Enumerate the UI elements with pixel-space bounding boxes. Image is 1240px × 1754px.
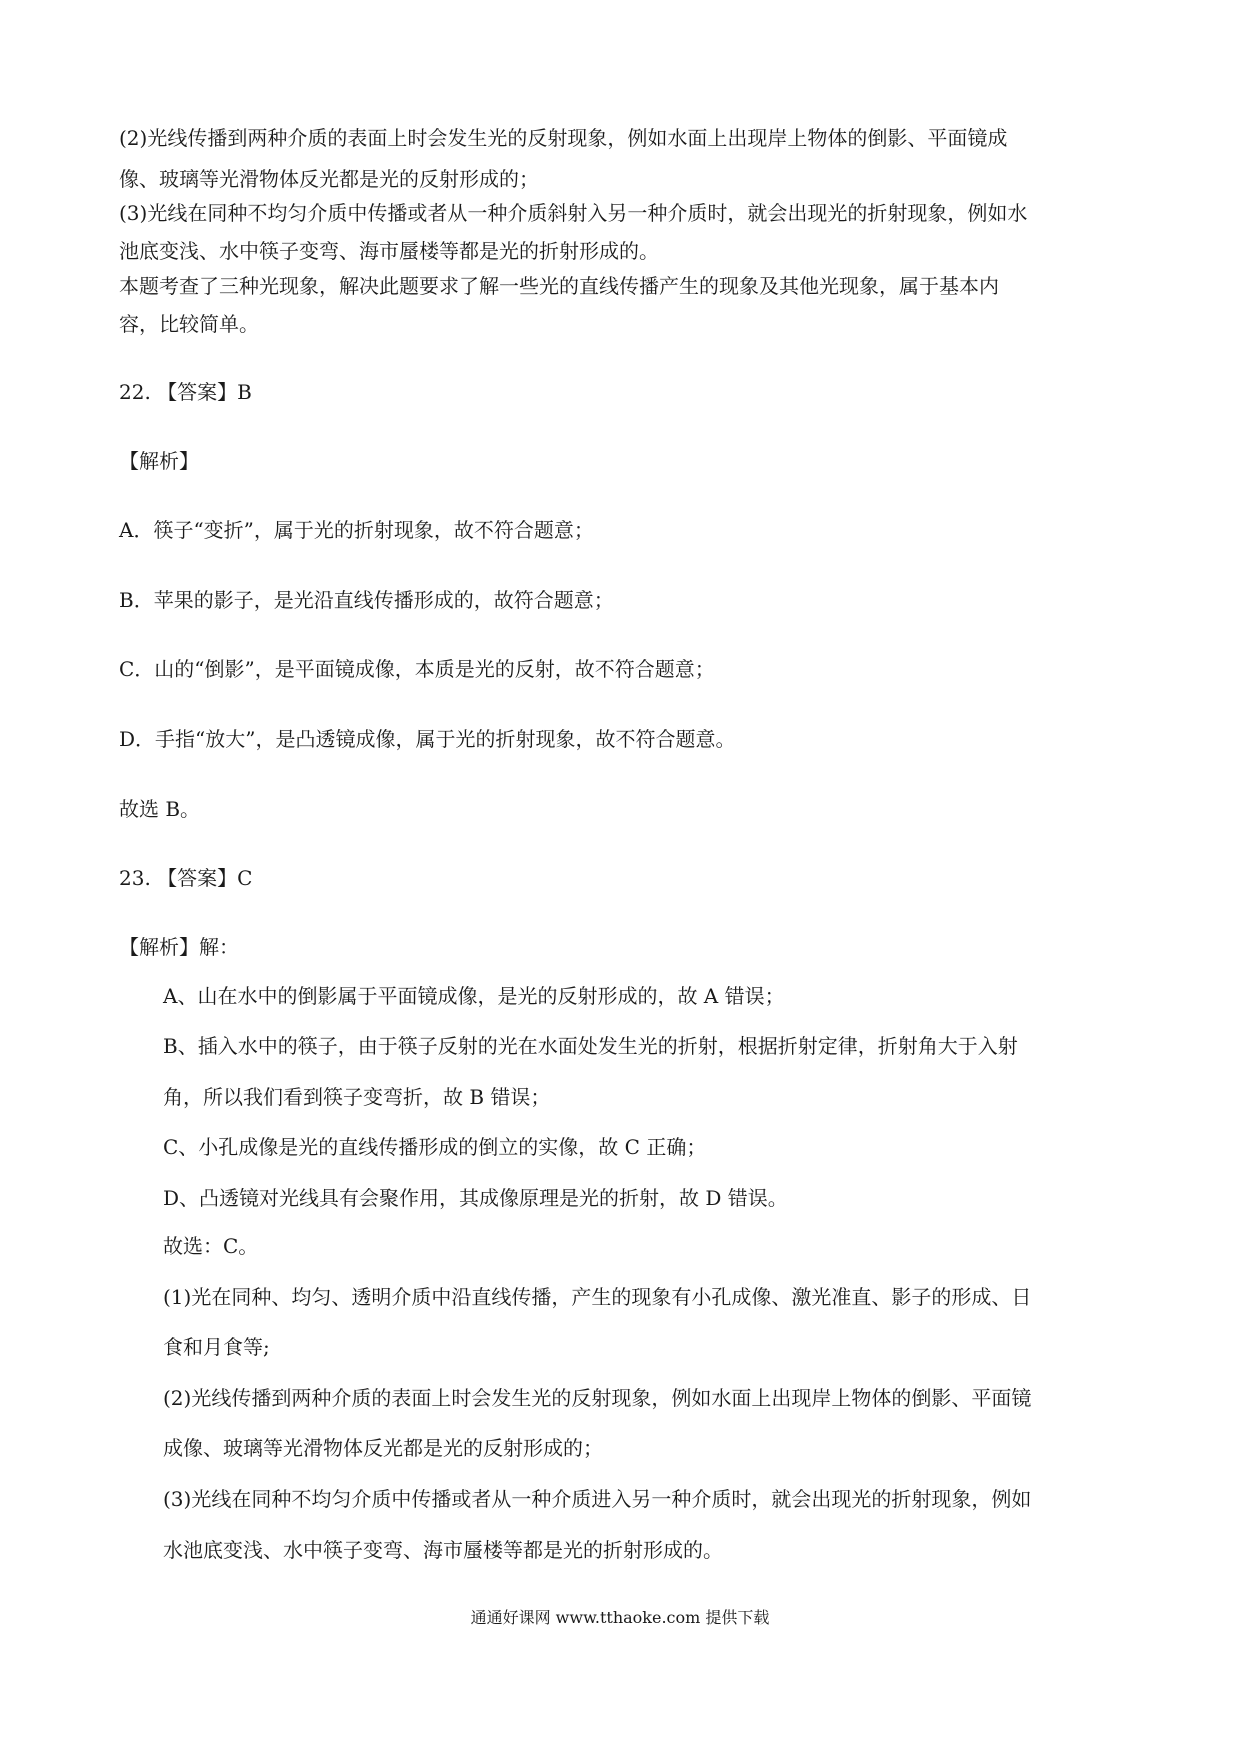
text-line: (3)光线在同种不均匀介质中传播或者从一种介质进入另一种介质时，就会出现光的折射现象，例如 (163, 1487, 1032, 1511)
text-line: A、山在水中的倒影属于平面镜成像，是光的反射形成的，故 A 错误； (163, 984, 785, 1008)
text-line: (2)光线传播到两种介质的表面上时会发生光的反射现象，例如水面上出现岸上物体的倒影、平面镜 (163, 1386, 1032, 1410)
option-line: B．苹果的影子，是光沿直线传播形成的，故符合题意； (119, 588, 614, 612)
text-line: B、插入水中的筷子，由于筷子反射的光在水面处发生光的折射，根据折射定律，折射角大于入射 (163, 1034, 1018, 1058)
option-line: A．筷子“变折”，属于光的折射现象，故不符合题意； (119, 518, 594, 542)
text-line: (1)光在同种、均匀、透明介质中沿直线传播，产生的现象有小孔成像、激光准直、影子的形成、日 (163, 1285, 1032, 1309)
text-line: 故选：C。 (163, 1234, 259, 1258)
text-line: (2)光线传播到两种介质的表面上时会发生光的反射现象，例如水面上出现岸上物体的倒影、平面镜成 (119, 126, 1008, 150)
text-line: 成像、玻璃等光滑物体反光都是光的反射形成的； (163, 1436, 603, 1460)
option-line: C．山的“倒影”，是平面镜成像，本质是光的反射，故不符合题意； (119, 657, 715, 681)
option-line: D．手指“放大”，是凸透镜成像，属于光的折射现象，故不符合题意。 (119, 727, 736, 751)
text-line: 容，比较简单。 (119, 312, 259, 336)
answer-heading: 23. 【答案】C (119, 866, 253, 890)
analysis-label: 【解析】 (119, 449, 199, 473)
page-footer: 通通好课网 www.tthaoke.com 提供下载 (470, 1608, 770, 1627)
text-line: 像、玻璃等光滑物体反光都是光的反射形成的； (119, 167, 539, 191)
text-line: D、凸透镜对光线具有会聚作用，其成像原理是光的折射，故 D 错误。 (163, 1186, 788, 1210)
text-line: 水池底变浅、水中筷子变弯、海市蜃楼等都是光的折射形成的。 (163, 1538, 723, 1562)
analysis-label: 【解析】解： (119, 935, 239, 959)
text-line: (3)光线在同种不均匀介质中传播或者从一种介质斜射入另一种介质时，就会出现光的折射现象，例如水 (119, 201, 1028, 225)
conclusion-line: 故选 B。 (119, 797, 201, 821)
text-line: 池底变浅、水中筷子变弯、海市蜃楼等都是光的折射形成的。 (119, 239, 659, 263)
text-line: 角，所以我们看到筷子变弯折，故 B 错误； (163, 1085, 551, 1109)
text-line: 本题考查了三种光现象，解决此题要求了解一些光的直线传播产生的现象及其他光现象，属于基本内 (119, 274, 999, 298)
answer-heading: 22. 【答案】B (119, 380, 252, 404)
text-line: C、小孔成像是光的直线传播形成的倒立的实像，故 C 正确； (163, 1135, 707, 1159)
text-line: 食和月食等; (163, 1335, 270, 1359)
